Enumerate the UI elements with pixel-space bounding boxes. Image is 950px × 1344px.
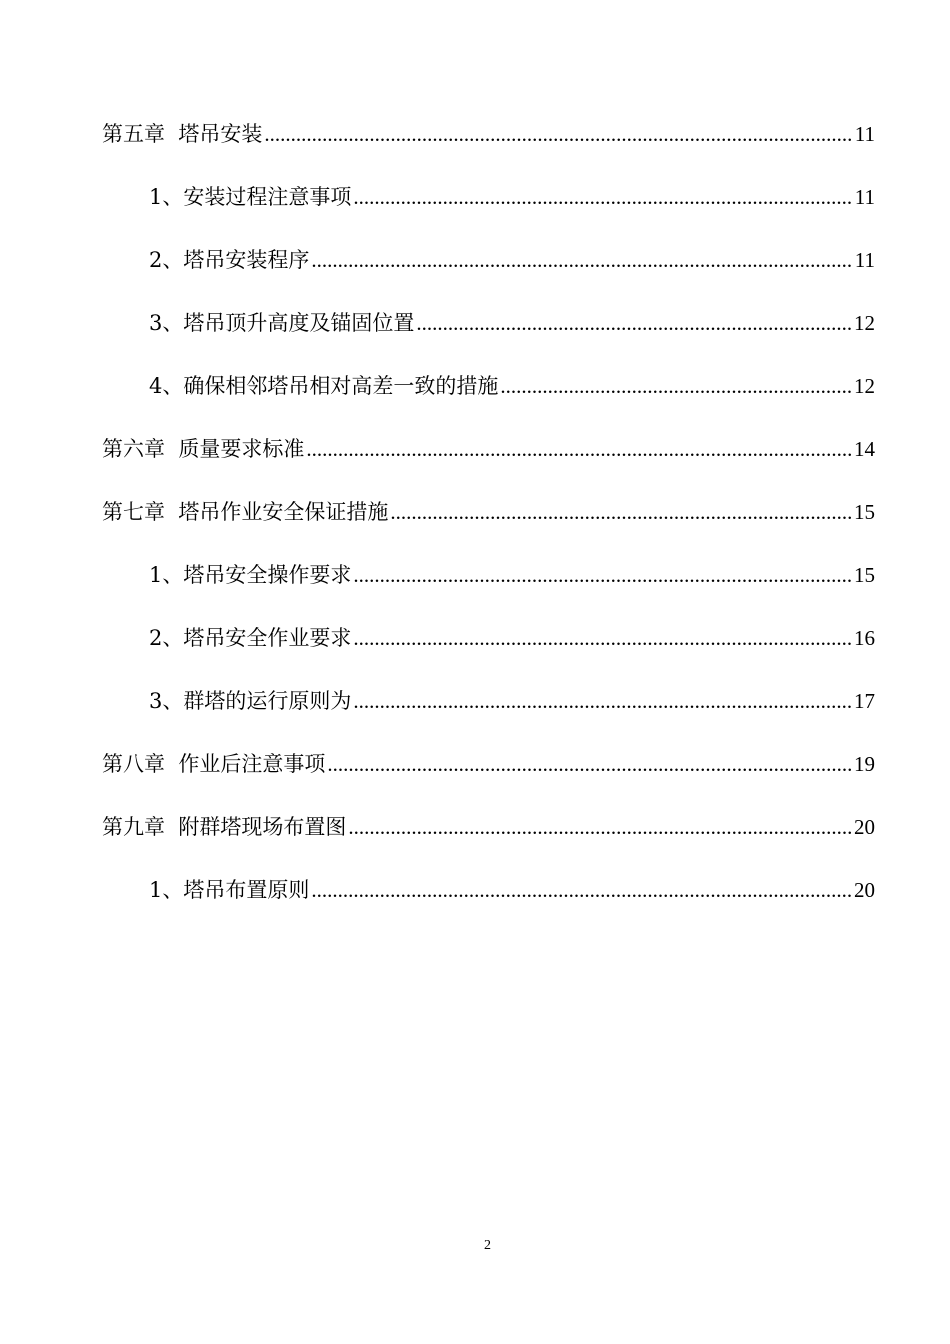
toc-entry-title: 第九章 附群塔现场布置图 (102, 815, 347, 839)
toc-entry[interactable] (0, 355, 875, 418)
toc-dot-leader (311, 859, 852, 922)
toc-entry-page: 15 (854, 563, 875, 587)
toc-entry-title: 4、确保相邻塔吊相对高差一致的措施 (149, 374, 499, 398)
toc-entry-title: 3、塔吊顶升高度及锚固位置 (149, 311, 415, 335)
toc-entry-title: 2、塔吊安全作业要求 (149, 626, 352, 650)
toc-entry[interactable] (0, 733, 875, 796)
toc-entry[interactable] (0, 544, 875, 607)
toc-entry-title: 1、安装过程注意事项 (149, 185, 352, 209)
toc-entry-title: 3、群塔的运行原则为 (149, 689, 352, 713)
toc-dot-leader (500, 355, 852, 418)
toc-dot-leader (348, 796, 852, 859)
toc-dot-leader (353, 670, 852, 733)
toc-dot-leader (416, 292, 852, 355)
toc-entry-title: 第七章 塔吊作业安全保证措施 (102, 500, 389, 524)
toc-dot-leader (353, 607, 852, 670)
toc-entry[interactable] (0, 607, 875, 670)
toc-entry[interactable] (0, 103, 875, 166)
toc-entry-page: 12 (854, 374, 875, 398)
toc-entry-page: 12 (854, 311, 875, 335)
toc-entry[interactable] (0, 859, 875, 922)
toc-entry[interactable] (0, 796, 875, 859)
toc-dot-leader (327, 733, 852, 796)
toc-entry-page: 11 (854, 122, 875, 146)
toc-entry[interactable] (0, 166, 875, 229)
toc-entry-page: 17 (854, 689, 875, 713)
toc-entry-title: 1、塔吊安全操作要求 (149, 563, 352, 587)
toc-entry-title: 第八章 作业后注意事项 (102, 752, 326, 776)
toc-entry-page: 20 (854, 815, 875, 839)
toc-dot-leader (306, 418, 852, 481)
toc-entry-page: 16 (854, 626, 875, 650)
toc-entry-title: 1、塔吊布置原则 (149, 878, 310, 902)
toc-entry-page: 15 (854, 500, 875, 524)
table-of-contents (0, 103, 950, 922)
toc-dot-leader (353, 166, 852, 229)
toc-entry[interactable] (0, 292, 875, 355)
toc-entry-title: 2、塔吊安装程序 (149, 248, 310, 272)
toc-entry-page: 14 (854, 437, 875, 461)
toc-dot-leader (264, 103, 852, 166)
toc-dot-leader (311, 229, 852, 292)
toc-dot-leader (390, 481, 852, 544)
toc-entry-title: 第六章 质量要求标准 (102, 437, 305, 461)
toc-entry-page: 11 (854, 248, 875, 272)
toc-entry-page: 20 (854, 878, 875, 902)
toc-entry-page: 11 (854, 185, 875, 209)
toc-entry-page: 19 (854, 752, 875, 776)
toc-dot-leader (353, 544, 852, 607)
toc-entry-title: 第五章 塔吊安装 (102, 122, 263, 146)
toc-entry[interactable] (0, 418, 875, 481)
toc-entry[interactable] (0, 481, 875, 544)
toc-entry[interactable] (0, 229, 875, 292)
page-number: 2 (484, 1238, 491, 1253)
toc-entry[interactable] (0, 670, 875, 733)
